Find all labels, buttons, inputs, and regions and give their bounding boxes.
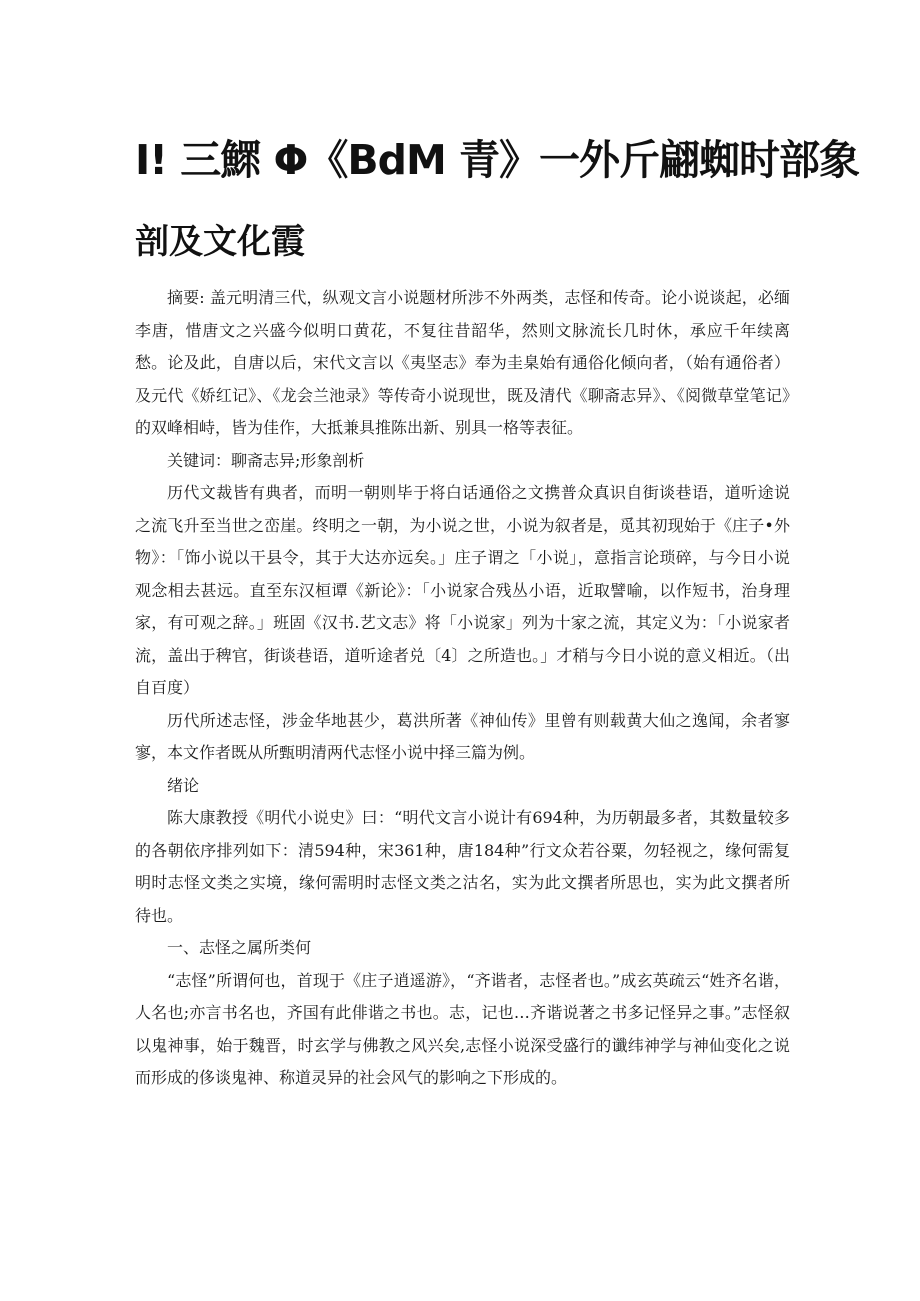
intro-heading: 绪论 bbox=[167, 775, 200, 795]
document-title-line-2: 剖及文化霞 bbox=[135, 222, 305, 262]
body-paragraph-2: 历代所述志怪，涉金华地甚少，葛洪所著《神仙传》里曾有则载黄大仙之逸闻，余者寥寥，本文作者既从所甄明清两代志怪小说中择三篇为例。 bbox=[135, 710, 790, 762]
document-body bbox=[135, 282, 790, 1095]
keywords-line: 关键词：聊斋志异;形象剖析 bbox=[167, 450, 365, 470]
section-1-heading: 一、志怪之属所类何 bbox=[167, 938, 312, 957]
body-paragraph-3: 陈大康教授《明代小说史》曰：“明代文言小说计有694种，为历朝最多者，其数量较多的各朝依序排列如下：清594种，宋361种，唐184种”行文众若谷粟，勿轻视之，缘何需复明时志怪文类之实境，缘何需明时志怪文类之沽名，实为此文撰者所思也，实为此文撰者所待也。 bbox=[135, 808, 790, 925]
body-paragraph-4: “志怪”所谓何也，首现于《庄子逍遥游》，“齐谐者，志怪者也。”成玄英疏云“姓齐名谐，人名也;亦言书名也，齐国有此俳谐之书也。志，记也…齐谐说著之书多记怪异之事。”志怪叙以鬼神事，始于魏晋，时玄学与佛教之风兴矣,志怪小说深受盛行的谶纬神学与神仙变化之说而形成的侈谈鬼神、称道灵异的社会风气的影响之下形成的。 bbox=[135, 970, 790, 1087]
body-paragraph-1: 历代文裁皆有典者，而明一朝则毕于将白话通俗之文携普众真识自街谈巷语，道听途说之流飞升至当世之峦崖。终明之一朝，为小说之世，小说为叙者是，觅其初现始于《庄子•外物》：「饰小说以干县令，其于大达亦远矣。」庄子谓之「小说」，意指言论琐碎，与今日小说观念相去甚远。直至东汉桓谭《新论》：「小说家合残丛小语，近取譬喻，以作短书，治身理家，有可观之辞。」班固《汉书.艺文志》将「小说家」列为十家之流，其定义为：「小说家者流，盖出于稗官，街谈巷语，道听途者兑〔4〕之所造也。」才稍与今日小说的意义相近。（出自百度） bbox=[135, 483, 790, 697]
abstract-paragraph: 摘要: 盖元明清三代，纵观文言小说题材所涉不外两类，志怪和传奇。论小说谈起，必缅李唐，惜唐文之兴盛今似明口黄花，不复往昔韶华，然则文脉流长几时休，承应千年续离愁。论及此，自唐以后，宋代文言以《夷坚志》奉为圭臬始有通俗化倾向者，（始有通俗者）及元代《娇红记》、《龙会兰池录》等传奇小说现世，既及清代《聊斋志异》、《阅微草堂笔记》的双峰相峙，皆为佳作，大抵兼具推陈出新、别具一格等表征。 bbox=[135, 288, 790, 437]
document-title-line-1: I! 三鰥 Φ《BdM 青》一外斤翩蜘时部象 bbox=[135, 136, 860, 184]
